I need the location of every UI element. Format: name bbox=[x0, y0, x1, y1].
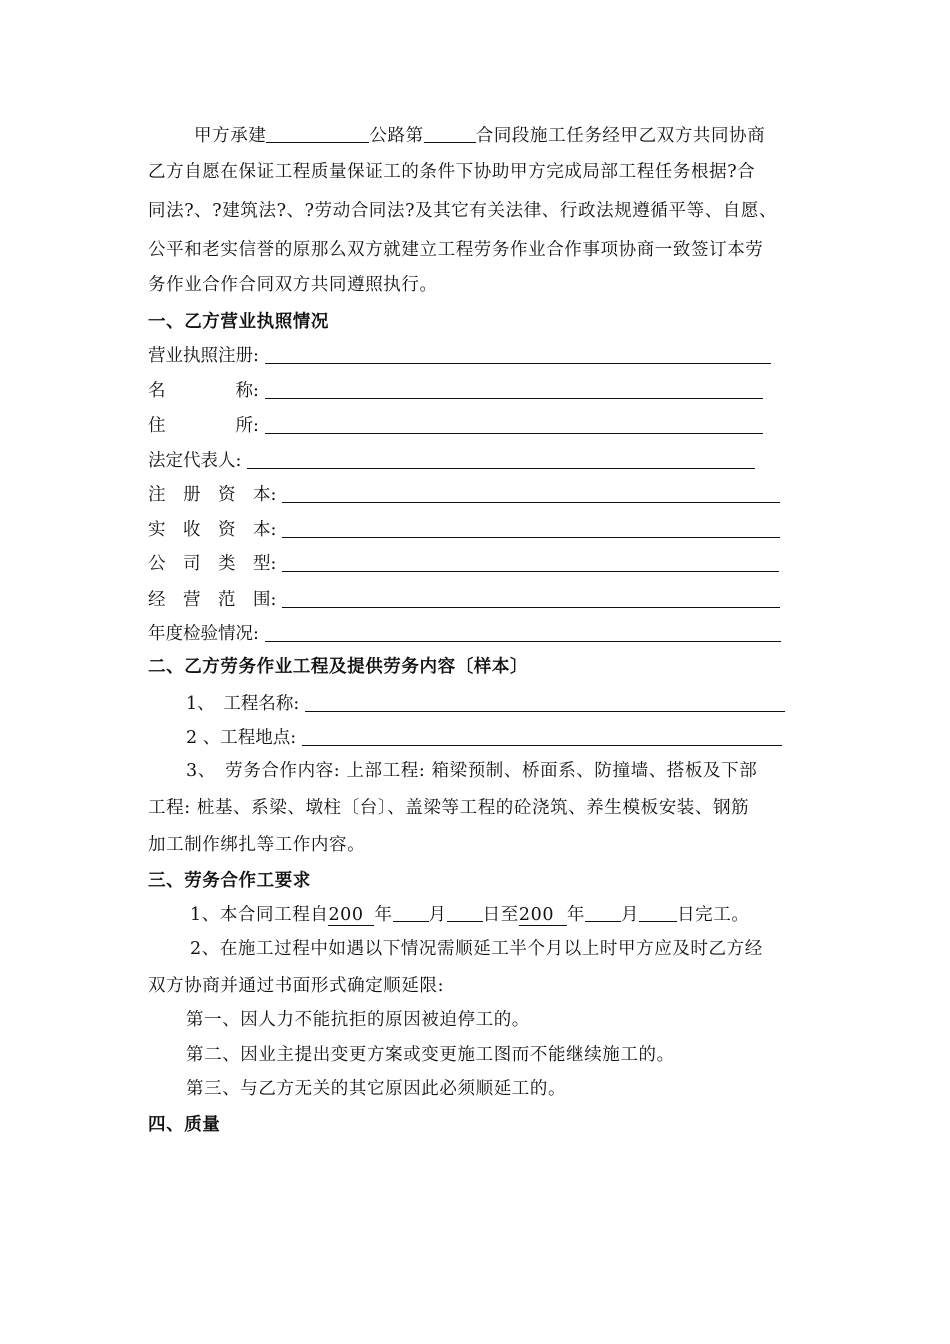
field-label: 名 称: bbox=[148, 381, 259, 401]
field-blank[interactable] bbox=[282, 606, 780, 608]
section3-heading: 三、劳务合作工要求 bbox=[148, 871, 311, 891]
field-blank[interactable] bbox=[265, 432, 763, 434]
date-text: 月 bbox=[620, 905, 640, 925]
start-month-blank[interactable] bbox=[393, 903, 429, 922]
intro-text-c: 合同段施工任务经甲乙双方共同协商 bbox=[475, 126, 766, 146]
delay-rule-line-2: 双方协商并通过书面形式确定顺延限: bbox=[148, 976, 445, 996]
labor-content-line-3: 加工制作绑扎等工作内容。 bbox=[148, 835, 366, 855]
date-text: 日完工。 bbox=[677, 905, 750, 925]
field-label: 住 所: bbox=[148, 416, 259, 436]
field-label: 实 收 资 本: bbox=[148, 520, 277, 540]
field-legal-representative bbox=[148, 447, 800, 473]
field-blank[interactable] bbox=[265, 362, 771, 364]
delay-reason-1: 第一、因人力不能抗拒的原因被迫停工的。 bbox=[186, 1010, 530, 1030]
intro-line-1 bbox=[148, 124, 854, 148]
date-text: 1、本合同工程自 bbox=[190, 905, 329, 925]
field-blank[interactable] bbox=[305, 710, 785, 712]
field-paid-in-capital bbox=[148, 516, 800, 542]
field-business-scope bbox=[148, 586, 800, 612]
field-address bbox=[148, 412, 800, 438]
delay-reason-3: 第三、与乙方无关的其它原因此必须顺延工的。 bbox=[186, 1079, 567, 1099]
field-company-type bbox=[148, 550, 800, 576]
section2-heading: 二、乙方劳务作业工程及提供劳务内容〔样本〕 bbox=[148, 657, 529, 677]
field-blank[interactable] bbox=[282, 501, 780, 503]
field-label: 法定代表人: bbox=[148, 451, 242, 471]
field-annual-inspection bbox=[148, 620, 800, 646]
project-name-blank[interactable] bbox=[266, 124, 369, 143]
field-label: 经 营 范 围: bbox=[148, 590, 277, 610]
field-blank[interactable] bbox=[282, 536, 780, 538]
intro-line-4: 公平和老实信誉的原那么双方就建立工程劳务作业合作事项协商一致签订本劳 bbox=[148, 240, 764, 260]
intro-line-2: 乙方自愿在保证工程质量保证工的条件下协助甲方完成局部工程任务根据?合 bbox=[148, 162, 756, 182]
section1-heading: 一、乙方营业执照情况 bbox=[148, 312, 329, 332]
field-business-license bbox=[148, 342, 800, 368]
intro-text-b: 公路第 bbox=[369, 126, 424, 146]
field-label: 1、 工程名称: bbox=[186, 694, 300, 714]
field-label: 营业执照注册: bbox=[148, 346, 259, 366]
date-text: 年 bbox=[566, 905, 585, 925]
intro-line-5: 务作业合作合同双方共同遵照执行。 bbox=[148, 275, 438, 295]
end-month-blank[interactable] bbox=[585, 903, 621, 922]
field-label: 注 册 资 本: bbox=[148, 485, 277, 505]
end-day-blank[interactable] bbox=[639, 903, 677, 922]
field-blank[interactable] bbox=[282, 570, 779, 572]
field-project-name bbox=[186, 690, 800, 716]
field-blank[interactable] bbox=[265, 397, 763, 399]
date-text: 年 bbox=[374, 905, 393, 925]
start-year-field[interactable]: 200 bbox=[328, 905, 374, 926]
labor-content-line-2: 工程: 桩基、系梁、墩柱〔台〕、盖梁等工程的砼浇筑、养生模板安装、钢筋 bbox=[148, 798, 750, 818]
start-day-blank[interactable] bbox=[447, 903, 483, 922]
section4-heading: 四、质量 bbox=[148, 1115, 221, 1135]
field-project-location bbox=[186, 724, 800, 750]
field-blank[interactable] bbox=[302, 744, 782, 746]
date-text: 日至 bbox=[482, 905, 519, 925]
field-registered-capital bbox=[148, 481, 800, 507]
field-blank[interactable] bbox=[265, 640, 781, 642]
field-blank[interactable] bbox=[247, 467, 755, 469]
field-label: 2 、工程地点: bbox=[186, 728, 297, 748]
intro-line-3: 同法?、?建筑法?、?劳动合同法?及其它有关法律、行政法规遵循平等、自愿、 bbox=[148, 201, 778, 221]
contract-section-blank[interactable] bbox=[424, 124, 476, 143]
date-text: 月 bbox=[428, 905, 447, 925]
delay-reason-2: 第二、因业主提出变更方案或变更施工图而不能继续施工的。 bbox=[186, 1045, 675, 1065]
field-label: 公 司 类 型: bbox=[148, 554, 277, 574]
end-year-field[interactable]: 200 bbox=[519, 905, 567, 926]
field-company-name bbox=[148, 377, 800, 403]
date-line bbox=[148, 903, 850, 927]
labor-content-line-1: 3、 劳务合作内容: 上部工程: 箱梁预制、桥面系、防撞墙、搭板及下部 bbox=[186, 761, 758, 781]
field-label: 年度检验情况: bbox=[148, 624, 259, 644]
intro-text-a: 甲方承建 bbox=[194, 126, 267, 146]
delay-rule-line-1: 2、在施工过程中如遇以下情况需顺延工半个月以上时甲方应及时乙方经 bbox=[190, 939, 763, 959]
